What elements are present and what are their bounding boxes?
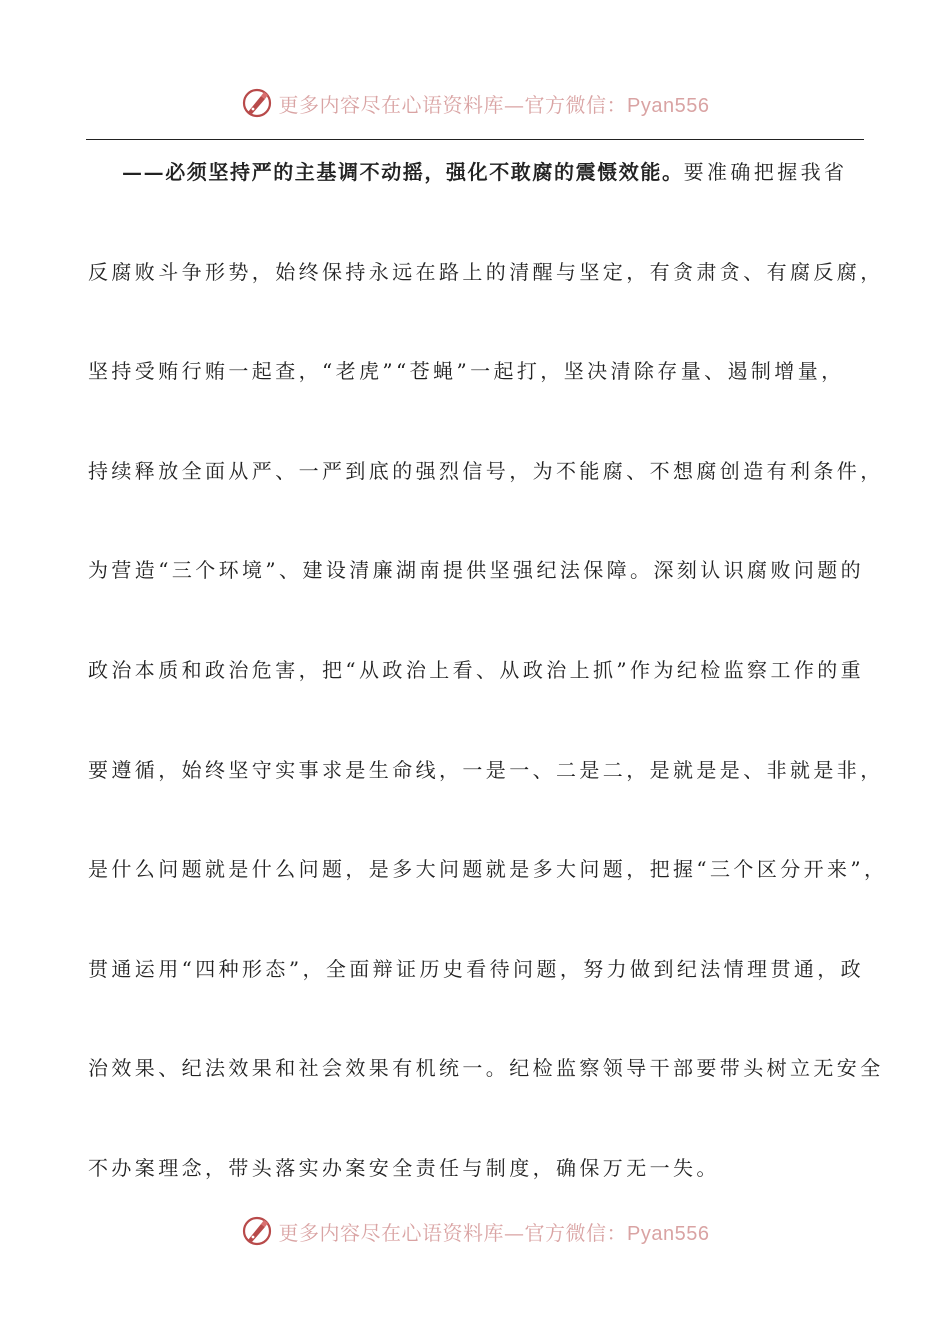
bold-heading: ——必须坚持严的主基调不动摇，强化不敢腐的震慑效能。 — [122, 160, 684, 184]
paragraph-line: 要遵循，始终坚守实事求是生命线，一是一、二是二，是就是是、非就是非， — [88, 757, 884, 782]
document-body — [88, 148, 888, 1244]
pen-nib-logo-icon — [241, 1215, 273, 1247]
paragraph-line: 坚持受贿行贿一起查，“老虎”“苍蝇”一起打，坚决清除存量、遏制增量， — [88, 359, 845, 384]
paragraph-line: 不办案理念，带头落实办案安全责任与制度，确保万无一失。 — [88, 1155, 720, 1180]
banner-text: 更多内容尽在心语资料库—官方微信：Pyan556 — [278, 1220, 710, 1245]
paragraph-line: 是什么问题就是什么问题，是多大问题就是多大问题，把握“三个区分开来”， — [88, 857, 888, 882]
header-divider — [86, 139, 864, 140]
header-banner — [0, 83, 950, 123]
paragraph-line: 持续释放全面从严、一严到底的强烈信号，为不能腐、不想腐创造有利条件， — [88, 458, 884, 483]
paragraph-line: ——必须坚持严的主基调不动摇，强化不敢腐的震慑效能。要准确把握我省 — [122, 160, 848, 184]
footer-banner — [0, 1211, 950, 1251]
paragraph-line: 政治本质和政治危害，把“从政治上看、从政治上抓”作为纪检监察工作的重 — [88, 657, 865, 682]
paragraph-line: 贯通运用“四种形态”，全面辩证历史看待问题，努力做到纪法情理贯通，政 — [88, 956, 865, 981]
banner-text: 更多内容尽在心语资料库—官方微信：Pyan556 — [278, 92, 710, 117]
paragraph-line: 治效果、纪法效果和社会效果有机统一。纪检监察领导干部要带头树立无安全 — [88, 1056, 884, 1081]
pen-nib-logo-icon — [241, 87, 273, 119]
paragraph-line: 反腐败斗争形势，始终保持永远在路上的清醒与坚定，有贪肃贪、有腐反腐， — [88, 259, 884, 284]
paragraph-line: 为营造“三个环境”、建设清廉湖南提供坚强纪法保障。深刻认识腐败问题的 — [88, 558, 865, 583]
